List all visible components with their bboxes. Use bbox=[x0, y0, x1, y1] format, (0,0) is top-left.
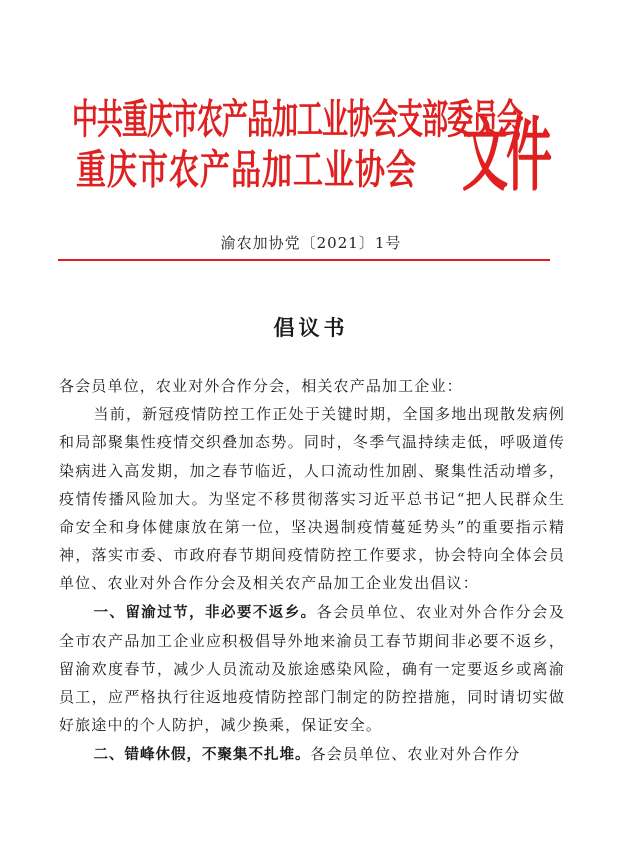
initiative-item-1-text: 各会员单位、农业对外合作分会及全市农产品加工企业应积极倡导外地来渝员工春节期间非必要不返乡，留渝欢度春节，减少人员流动及旅途感染风险，确有一定要返乡或离渝员工，应严格执行往返地疫情防控部门制定的防控措施，同时请切实做好旅途中的个人防护，减少换乘，保证安全。 bbox=[59, 602, 565, 735]
document-number: 渝农加协党〔2021〕1号 bbox=[220, 234, 402, 252]
document-body bbox=[59, 372, 565, 769]
initiative-item-1 bbox=[59, 598, 565, 740]
initiative-item-2 bbox=[59, 740, 565, 769]
org-name-party-branch: 中共重庆市农产品加工业协会支部委员会 bbox=[72, 97, 523, 144]
salutation: 各会员单位，农业对外合作分会，相关农产品加工企业： bbox=[59, 377, 463, 395]
initiative-item-1-heading: 一、留渝过节，非必要不返乡。 bbox=[93, 604, 317, 621]
initiative-item-2-text: 各会员单位、农业对外合作分 bbox=[310, 744, 521, 763]
document-type-label: 文件 bbox=[462, 107, 550, 203]
red-divider-line bbox=[58, 259, 550, 261]
intro-paragraph: 当前，新冠疫情防控工作正处于关键时期，全国多地出现散发病例和局部聚集性疫情交织叠加态势。同时，冬季气温持续走低，呼吸道传染病进入高发期，加之春节临近，人口流动性加剧、聚集性活动增多，疫情传播风险加大。为坚定不移贯彻落实习近平总书记“把人民群众生命安全和身体健康放在第一位，坚决遏制疫情蔓延势头”的重要指示精神，落实市委、市政府春节期间疫情防控工作要求，协会特向全体会员单位、农业对外合作分会及相关农产品加工企业发出倡议： bbox=[59, 405, 565, 593]
document-title: 倡议书 bbox=[273, 315, 349, 340]
document-header bbox=[72, 88, 562, 203]
initiative-item-2-heading: 二、错峰休假，不聚集不扎堆。 bbox=[93, 746, 311, 763]
org-name-association: 重庆市农产品加工业协会 bbox=[76, 146, 417, 195]
